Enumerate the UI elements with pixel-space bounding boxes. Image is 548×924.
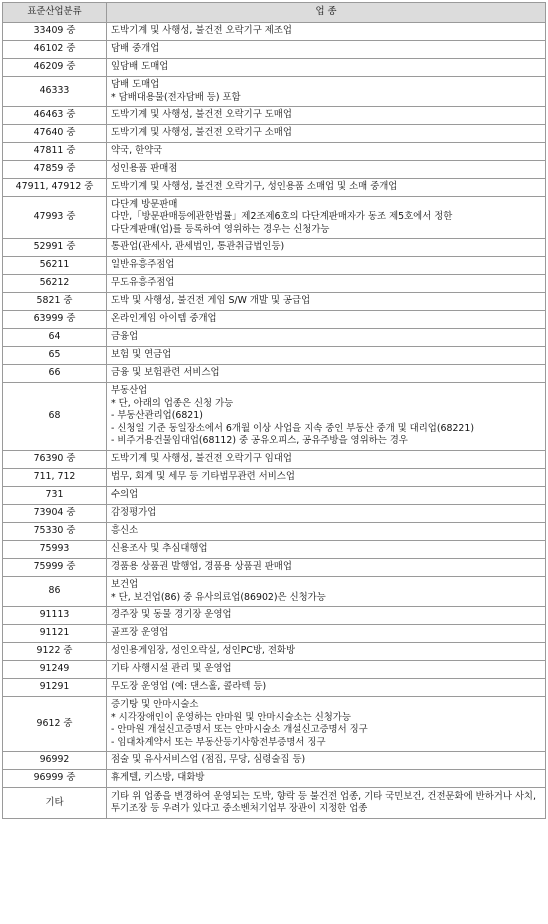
industry-description-cell bbox=[107, 679, 546, 697]
industry-code-cell: 46102 중 bbox=[3, 41, 107, 59]
industry-description-cell bbox=[107, 541, 546, 559]
table-row bbox=[3, 143, 546, 161]
header-industry: 업 종 bbox=[107, 3, 546, 23]
table-row bbox=[3, 59, 546, 77]
industry-code-cell: 47993 중 bbox=[3, 197, 107, 239]
industry-description-cell bbox=[107, 523, 546, 541]
industry-code-cell: 91291 bbox=[3, 679, 107, 697]
header-code: 표준산업분류 bbox=[3, 3, 107, 23]
table-row bbox=[3, 661, 546, 679]
description-line: 도박기계 및 사행성, 불건전 오락기구 제조업 bbox=[111, 25, 292, 37]
industry-code-cell: 47811 중 bbox=[3, 143, 107, 161]
industry-description-cell bbox=[107, 257, 546, 275]
industry-description-cell bbox=[107, 41, 546, 59]
description-line: 골프장 운영업 bbox=[111, 627, 169, 639]
industry-description-cell bbox=[107, 643, 546, 661]
table-row bbox=[3, 365, 546, 383]
table-row bbox=[3, 77, 546, 107]
table-row bbox=[3, 41, 546, 59]
description-line: 도박기계 및 사행성, 불건전 오락기구, 성인용품 소매업 및 소매 중개업 bbox=[111, 181, 398, 193]
table-row bbox=[3, 697, 546, 752]
industry-description-cell bbox=[107, 505, 546, 523]
table-row bbox=[3, 469, 546, 487]
table-row bbox=[3, 23, 546, 41]
industry-description-cell bbox=[107, 107, 546, 125]
description-line: 잎담배 도매업 bbox=[111, 61, 169, 73]
industry-description-cell bbox=[107, 577, 546, 607]
industry-description-cell bbox=[107, 451, 546, 469]
industry-description-cell bbox=[107, 23, 546, 41]
industry-code-cell: 9612 중 bbox=[3, 697, 107, 752]
description-line: - 신청일 기준 동일장소에서 6개월 이상 사업을 지속 중인 부동산 중개 및 대리업(68221) bbox=[111, 422, 474, 434]
table-row bbox=[3, 329, 546, 347]
description-line: 도박기계 및 사행성, 불건전 오락기구 도매업 bbox=[111, 109, 292, 121]
table-row bbox=[3, 788, 546, 819]
industry-description-cell bbox=[107, 329, 546, 347]
industry-description-cell bbox=[107, 347, 546, 365]
industry-description-cell bbox=[107, 161, 546, 179]
industry-code-cell: 52991 중 bbox=[3, 239, 107, 257]
industry-description-cell bbox=[107, 125, 546, 143]
table-row bbox=[3, 770, 546, 788]
industry-description-cell bbox=[107, 559, 546, 577]
industry-code-cell: 47911, 47912 중 bbox=[3, 179, 107, 197]
table-row bbox=[3, 125, 546, 143]
description-line: 일반유흥주점업 bbox=[111, 259, 175, 271]
industry-description-cell bbox=[107, 77, 546, 107]
table-row bbox=[3, 523, 546, 541]
industry-code-cell: 76390 중 bbox=[3, 451, 107, 469]
description-line: 다단계 방문판매 bbox=[111, 198, 178, 210]
table-row bbox=[3, 625, 546, 643]
description-line: 약국, 한약국 bbox=[111, 145, 163, 157]
description-line: 흥신소 bbox=[111, 525, 139, 537]
table-row bbox=[3, 383, 546, 451]
table-header-row bbox=[3, 3, 546, 23]
industry-code-cell: 56212 bbox=[3, 275, 107, 293]
description-line: 금융 및 보험관련 서비스업 bbox=[111, 367, 220, 379]
industry-description-cell bbox=[107, 607, 546, 625]
description-line: 감정평가업 bbox=[111, 507, 157, 519]
table-row bbox=[3, 311, 546, 329]
industry-description-cell bbox=[107, 469, 546, 487]
industry-description-cell bbox=[107, 697, 546, 752]
table-row bbox=[3, 451, 546, 469]
industry-code-cell: 91249 bbox=[3, 661, 107, 679]
table-row bbox=[3, 679, 546, 697]
description-line: 도박 및 사행성, 불건전 게임 S/W 개발 및 공급업 bbox=[111, 295, 311, 307]
description-line: 법무, 회계 및 세무 등 기타법무관련 서비스업 bbox=[111, 471, 295, 483]
industry-code-cell: 96992 bbox=[3, 752, 107, 770]
industry-code-cell: 68 bbox=[3, 383, 107, 451]
table-row bbox=[3, 577, 546, 607]
table-row bbox=[3, 107, 546, 125]
description-line: * 단, 보건업(86) 중 유사의료업(86902)은 신청가능 bbox=[111, 591, 326, 603]
industry-description-cell bbox=[107, 59, 546, 77]
industry-description-cell bbox=[107, 625, 546, 643]
description-line: 다만,「방문판매등에관한법률」제2조제6호의 다단계판매자가 동조 제5호에서 정한 bbox=[111, 211, 453, 223]
industry-description-cell bbox=[107, 311, 546, 329]
industry-code-cell: 66 bbox=[3, 365, 107, 383]
industry-description-cell bbox=[107, 752, 546, 770]
industry-code-cell: 731 bbox=[3, 487, 107, 505]
table-row bbox=[3, 559, 546, 577]
industry-description-cell bbox=[107, 770, 546, 788]
industry-description-cell bbox=[107, 143, 546, 161]
table-row bbox=[3, 347, 546, 365]
description-line: 증기탕 및 안마시술소 bbox=[111, 699, 199, 710]
table-row bbox=[3, 607, 546, 625]
description-line: 휴게텔, 키스방, 대화방 bbox=[111, 772, 205, 784]
table-row bbox=[3, 643, 546, 661]
industry-code-cell: 96999 중 bbox=[3, 770, 107, 788]
industry-description-cell bbox=[107, 661, 546, 679]
industry-code-cell: 91113 bbox=[3, 607, 107, 625]
industry-code-cell: 91121 bbox=[3, 625, 107, 643]
industry-description-cell bbox=[107, 365, 546, 383]
industry-code-cell: 64 bbox=[3, 329, 107, 347]
industry-code-cell: 63999 중 bbox=[3, 311, 107, 329]
description-line: 기타 사행시설 관리 및 운영업 bbox=[111, 663, 232, 675]
description-line: - 부동산관리업(6821) bbox=[111, 410, 203, 422]
table-row bbox=[3, 293, 546, 311]
description-line: 성인용게임장, 성인오락실, 성인PC방, 전화방 bbox=[111, 645, 296, 657]
industry-code-cell: 5821 중 bbox=[3, 293, 107, 311]
description-line: 무도유흥주점업 bbox=[111, 277, 175, 289]
description-line: 무도장 운영업 (예: 댄스홀, 콜라텍 등) bbox=[111, 681, 267, 693]
description-line: 다단계판매(업)를 등록하여 영위하는 경우는 신청가능 bbox=[111, 223, 330, 235]
industry-code-cell: 33409 중 bbox=[3, 23, 107, 41]
industry-code-cell: 75999 중 bbox=[3, 559, 107, 577]
industry-code-cell: 65 bbox=[3, 347, 107, 365]
table-row bbox=[3, 179, 546, 197]
industry-description-cell bbox=[107, 275, 546, 293]
industry-code-cell: 47640 중 bbox=[3, 125, 107, 143]
industry-description-cell bbox=[107, 197, 546, 239]
industry-code-cell: 46333 bbox=[3, 77, 107, 107]
table-row bbox=[3, 752, 546, 770]
description-line: - 비주거용건물임대업(68112) 중 공유오피스, 공유주방을 영위하는 경우 bbox=[111, 435, 408, 447]
description-line: 보험 및 연금업 bbox=[111, 349, 172, 361]
description-line: 통관업(관세사, 관세법인, 통관취급법인등) bbox=[111, 241, 285, 253]
industry-description-cell bbox=[107, 293, 546, 311]
industry-description-cell bbox=[107, 487, 546, 505]
description-line: 신용조사 및 추심대행업 bbox=[111, 543, 208, 555]
table-row bbox=[3, 239, 546, 257]
description-line: 경품용 상품권 발행업, 경품용 상품권 판매업 bbox=[111, 561, 292, 573]
description-line: 기타 위 업종을 변경하여 운영되는 도박, 향락 등 불건전 업종, 기타 국민보건, 건전문화에 반하거나 사치, 투기조장 등 우려가 있다고 중소벤처기업부 장관이 지정한 업종 bbox=[111, 790, 536, 814]
description-line: 금융업 bbox=[111, 331, 139, 343]
industry-code-cell: 73904 중 bbox=[3, 505, 107, 523]
description-line: 담배 도매업 bbox=[111, 79, 160, 90]
table-body bbox=[3, 23, 546, 819]
description-line: * 시각장애인이 운영하는 안마원 및 안마시술소는 신청가능 bbox=[111, 711, 351, 723]
table-row bbox=[3, 487, 546, 505]
industry-code-cell: 46209 중 bbox=[3, 59, 107, 77]
description-line: 경주장 및 동물 경기장 운영업 bbox=[111, 609, 232, 621]
industry-code-cell: 86 bbox=[3, 577, 107, 607]
description-line: 성인용품 판매점 bbox=[111, 163, 178, 175]
description-line: * 담배대용물(전자담배 등) 포함 bbox=[111, 91, 241, 103]
table-row bbox=[3, 161, 546, 179]
industry-code-cell: 75330 중 bbox=[3, 523, 107, 541]
table-row bbox=[3, 275, 546, 293]
industry-code-cell: 기타 bbox=[3, 788, 107, 819]
description-line: - 임대차계약서 또는 부동산등기사항전부증명서 징구 bbox=[111, 736, 326, 748]
description-line: 도박기계 및 사행성, 불건전 오락기구 임대업 bbox=[111, 453, 292, 465]
description-line: 수의업 bbox=[111, 489, 139, 501]
description-line: 부동산업 bbox=[111, 385, 148, 397]
description-line: * 단, 아래의 업종은 신청 가능 bbox=[111, 397, 234, 409]
excluded-industries-table bbox=[2, 2, 546, 819]
industry-code-cell: 56211 bbox=[3, 257, 107, 275]
industry-description-cell bbox=[107, 239, 546, 257]
table-row bbox=[3, 505, 546, 523]
description-line: 온라인게임 아이템 중개업 bbox=[111, 313, 217, 325]
industry-code-cell: 711, 712 bbox=[3, 469, 107, 487]
industry-code-cell: 9122 중 bbox=[3, 643, 107, 661]
description-line: - 안마원 개설신고증명서 또는 안마시술소 개설신고증명서 징구 bbox=[111, 724, 368, 735]
industry-description-cell bbox=[107, 179, 546, 197]
table-row bbox=[3, 541, 546, 559]
industry-code-cell: 47859 중 bbox=[3, 161, 107, 179]
description-line: 보건업 bbox=[111, 579, 139, 590]
table-row bbox=[3, 257, 546, 275]
industry-description-cell bbox=[107, 788, 546, 819]
description-line: 도박기계 및 사행성, 불건전 오락기구 소매업 bbox=[111, 127, 292, 139]
table-row bbox=[3, 197, 546, 239]
industry-code-cell: 46463 중 bbox=[3, 107, 107, 125]
industry-description-cell bbox=[107, 383, 546, 451]
industry-code-cell: 75993 bbox=[3, 541, 107, 559]
description-line: 점술 및 유사서비스업 (점집, 무당, 심령술집 등) bbox=[111, 754, 306, 766]
description-line: 담배 중개업 bbox=[111, 43, 160, 55]
